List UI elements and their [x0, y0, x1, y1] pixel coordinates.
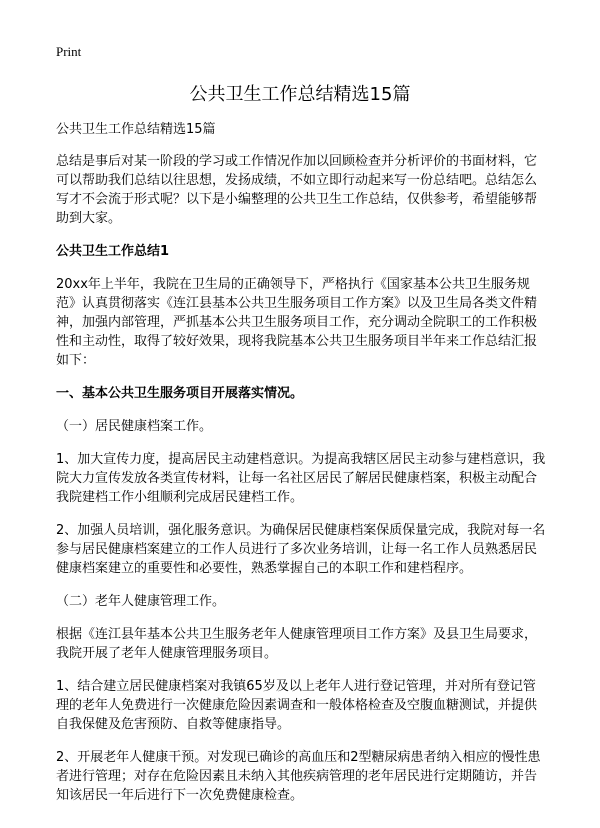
elderly-paragraph-0: 根据《连江县年基本公共卫生服务老年人健康管理项目工作方案》及县卫生局要求，我院开展了老年人健康管理服务项目。: [56, 627, 538, 661]
document-body: [56, 120, 548, 819]
archives-paragraph-2: 2、加强人员培训，强化服务意识。为确保居民健康档案保质保量完成，我院对每一名参与居民健康档案建立的工作人员进行了多次业务培训，让每一名工作人员熟悉居民健康档案建立的重要性和必要性，熟悉掌握自己的本职工作和建档程序。: [56, 523, 546, 576]
print-link[interactable]: Print: [56, 44, 82, 59]
page-title: 公共卫生工作总结精选15篇: [189, 84, 411, 105]
part-heading: 一、基本公共卫生服务项目开展落实情况。: [56, 386, 304, 401]
subsection-heading-archives: （一）居民健康档案工作。: [56, 419, 213, 434]
section-intro-paragraph: 20xx年上半年，我院在卫生局的正确领导下，严格执行《国家基本公共卫生服务规范》认真贯彻落实《连江县基本公共卫生服务项目工作方案》以及卫生局各类文件精神，加强内部管理，严抓基本公共卫生服务项目工作，充分调动全院职工的工作积极性和主动性，取得了较好效果，现将我院基本公共卫生服务项目半年来工作总结汇报如下：: [56, 277, 538, 368]
elderly-paragraph-1: 1、结合建立居民健康档案对我镇65岁及以上老年人进行登记管理，并对所有登记管理的老年人免费进行一次健康危险因素调查和一般体格检查及空腹血糖测试，并提供自我保健及危害预防、自救等健康指导。: [56, 679, 538, 732]
section-heading: 公共卫生工作总结1: [56, 244, 170, 259]
subsection-heading-elderly: （二）老年人健康管理工作。: [56, 594, 226, 609]
elderly-paragraph-2: 2、开展老年人健康干预。对发现已确诊的高血压和2型糖尿病患者纳入相应的慢性患者进行管理；对存在危险因素且未纳入其他疾病管理的老年居民进行定期随访，并告知该居民一年后进行下一次免费健康检查。: [56, 750, 541, 803]
document-subtitle: 公共卫生工作总结精选15篇: [56, 122, 216, 137]
intro-paragraph: 总结是事后对某一阶段的学习或工作情况作加以回顾检查并分析评价的书面材料，它可以帮助我们总结以往思想，发扬成绩，不如立即行动起来写一份总结吧。总结怎么写才不会流于形式呢？以下是小编整理的公共卫生工作总结，仅供参考，希望能够帮助到大家。: [56, 154, 538, 226]
archives-paragraph-1: 1、加大宣传力度，提高居民主动建档意识。为提高我辖区居民主动参与建档意识，我院大力宣传发放各类宣传材料，让每一名社区居民了解居民健康档案，积极主动配合我院建档工作小组顺利完成居民建档工作。: [56, 452, 546, 505]
